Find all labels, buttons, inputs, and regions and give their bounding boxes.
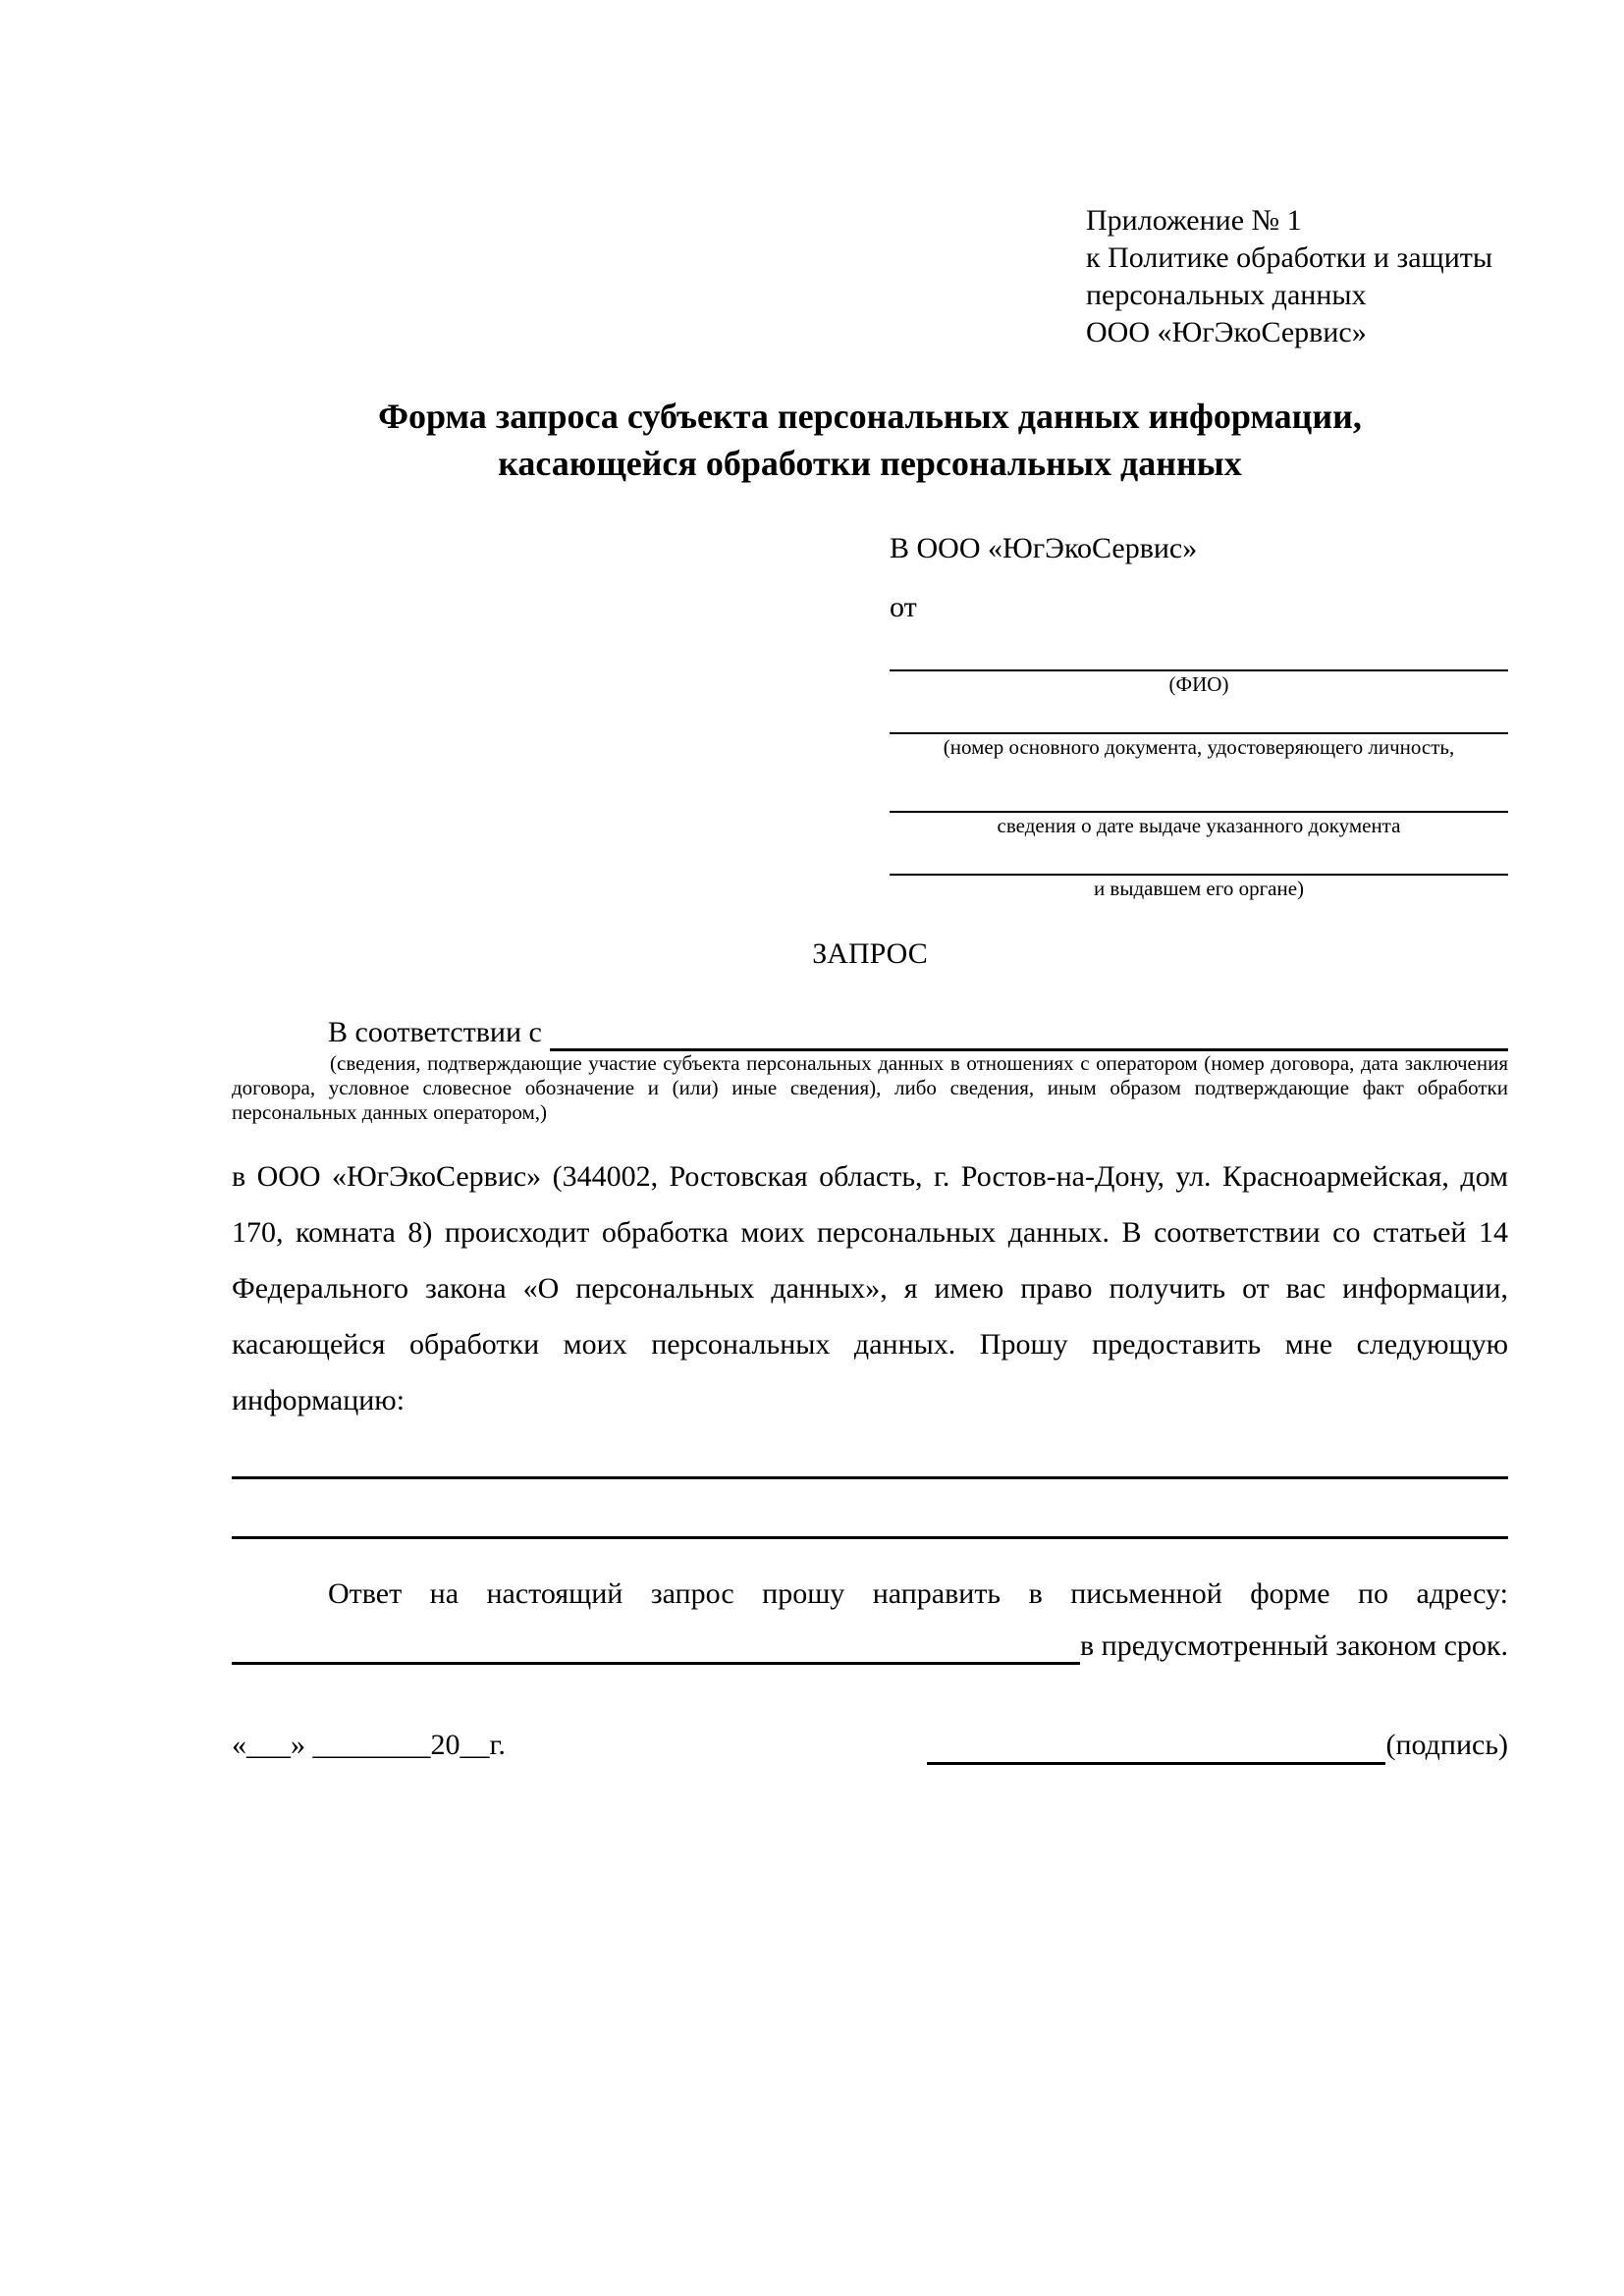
annex-header — [1086, 202, 1508, 351]
issuing-authority-caption: и выдавшем его органе) — [1093, 877, 1305, 900]
fio-caption: (ФИО) — [1168, 672, 1229, 696]
reply-sentence: Ответ на настоящий запрос прошу направить в письменной форме по адресу: — [328, 1577, 1508, 1610]
signature-caption: (подпись) — [1385, 1729, 1508, 1761]
issuing-authority-fill-line — [890, 839, 1508, 876]
annex-header-line: ООО «ЮгЭкоСервис» — [1086, 316, 1367, 348]
issue-date-caption: сведения о дате выдаче указанного документа — [997, 814, 1401, 837]
annex-header-line: персональных данных — [1086, 279, 1367, 311]
document-content — [232, 202, 1508, 1765]
annex-header-line: к Политике обработки и защиты — [1086, 241, 1493, 274]
issue-date-fill-line — [890, 761, 1508, 813]
basis-note: (сведения, подтверждающие участие субъекта персональных данных в отношениях с оператором (номер договора, дата заключения договора, условное словесное обозначение и (или) иные сведения), либо сведения, иным образом подтверждающие факт обработки персональных данных оператором,) — [232, 1051, 1508, 1124]
request-heading: ЗАПРОС — [812, 937, 928, 970]
body-paragraph: в ООО «ЮгЭкоСервис» (344002, Ростовская область, г. Ростов-на-Дону, ул. Красноармейская, дом 170, комната 8) происходит обработка моих персональных данных. В соответствии со статьей 14 Федерального закона «О персональных данных», я имею право получить от вас информации, касающейся обработки моих персональных данных. Прошу предоставить мне следующую информацию: — [232, 1160, 1508, 1416]
document-number-caption: (номер основного документа, удостоверяющего личность, — [943, 735, 1455, 759]
document-title-line-1: Форма запроса субъекта персональных данных информации, — [378, 397, 1362, 436]
addressee-to: В ООО «ЮгЭкоСервис» — [890, 532, 1198, 564]
information-fill-line-2 — [232, 1479, 1508, 1539]
address-fill-line — [232, 1625, 1080, 1665]
lead-text: В соответствии с — [328, 1016, 542, 1048]
basis-fill-line — [550, 1015, 1508, 1051]
document-title — [232, 393, 1508, 487]
date-field: «___» ________20__г. — [232, 1729, 506, 1761]
document-title-line-2: касающейся обработки персональных данных — [498, 444, 1242, 483]
reply-suffix: в предусмотренный законом срок. — [1080, 1629, 1508, 1662]
document-number-fill-line — [890, 698, 1508, 734]
reply-address-row — [232, 1622, 1508, 1665]
fio-fill-line — [890, 626, 1508, 671]
signature-group — [927, 1726, 1508, 1765]
reply-paragraph — [232, 1566, 1508, 1665]
addressee-from: от — [890, 591, 917, 623]
lead-row — [232, 1014, 1508, 1051]
information-fill-line-1 — [232, 1428, 1508, 1479]
signature-fill-line — [927, 1729, 1385, 1765]
annex-header-line: Приложение № 1 — [1086, 204, 1302, 237]
footer-row — [232, 1726, 1508, 1765]
addressee-block — [890, 530, 1508, 902]
